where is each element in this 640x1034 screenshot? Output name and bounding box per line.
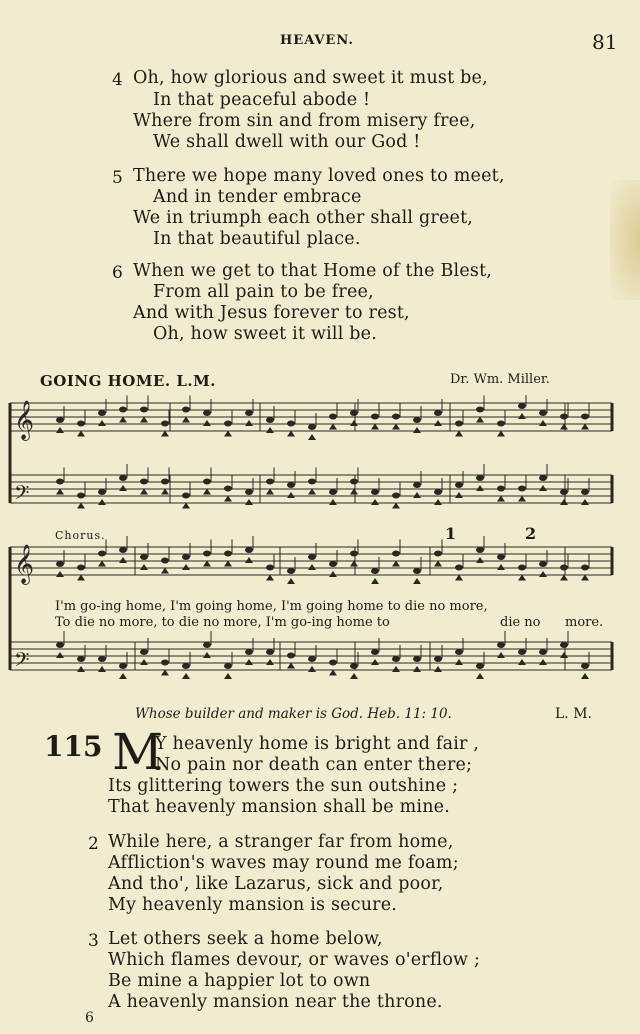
note-head [266, 427, 274, 433]
note-head [77, 666, 85, 672]
page-number: 81 [592, 30, 618, 54]
note-head [539, 571, 547, 577]
note-head [329, 414, 337, 420]
note-head [560, 489, 568, 495]
note-head [182, 564, 190, 570]
treble-clef: 𝄞 [14, 544, 35, 584]
note-head [287, 492, 295, 498]
verse-line: In that peaceful abode ! [153, 90, 371, 110]
scripture-reference: Whose builder and maker is God. Heb. 11: 10. [135, 706, 452, 722]
note-head [77, 565, 85, 571]
note-head [308, 666, 316, 672]
note-head [245, 557, 253, 563]
first-ending-number: 1 [445, 524, 457, 543]
note-head [56, 417, 64, 423]
note-head [182, 407, 190, 413]
note-head [182, 554, 190, 560]
music-score [0, 395, 640, 695]
note-head [518, 486, 526, 492]
note-head [224, 421, 232, 427]
note-head [329, 499, 337, 505]
note-head [161, 479, 169, 485]
verse-line: Be mine a happier lot to own [108, 971, 371, 991]
verse-line: Affliction's waves may round me foam; [108, 853, 459, 873]
note-head [77, 656, 85, 662]
note-head [434, 551, 442, 557]
verse-line: Where from sin and from misery free, [133, 111, 476, 131]
note-head [455, 482, 463, 488]
page-footer: 6 [85, 1010, 94, 1026]
note-head [308, 564, 316, 570]
page-header: HEAVEN. [280, 33, 354, 48]
note-head [224, 486, 232, 492]
verse-number: 5 [112, 168, 123, 188]
note-head [56, 427, 64, 433]
note-head [140, 479, 148, 485]
verse-line: We in triumph each other shall greet, [133, 208, 474, 228]
note-head [56, 561, 64, 567]
note-head [161, 558, 169, 564]
note-head [476, 663, 484, 669]
hymn-number: 115 [44, 730, 103, 763]
note-head [581, 565, 589, 571]
note-head [371, 568, 379, 574]
verse-number: 3 [88, 931, 99, 951]
note-head [350, 410, 358, 416]
verse-line: Which flames devour, or waves o'erflow ; [108, 950, 481, 970]
note-head [329, 571, 337, 577]
note-head [203, 652, 211, 658]
note-head [539, 485, 547, 491]
note-head [518, 403, 526, 409]
note-head [308, 554, 316, 560]
composer: Dr. Wm. Miller. [450, 372, 550, 387]
note-head [245, 649, 253, 655]
note-head [308, 656, 316, 662]
note-head [203, 642, 211, 648]
note-head [560, 565, 568, 571]
note-head [392, 551, 400, 557]
note-head [455, 492, 463, 498]
note-head [140, 649, 148, 655]
note-head [98, 420, 106, 426]
note-head [266, 417, 274, 423]
note-head [392, 666, 400, 672]
second-ending-number: 2 [525, 524, 537, 543]
note-head [476, 485, 484, 491]
note-head [56, 642, 64, 648]
note-head [455, 649, 463, 655]
note-head [182, 663, 190, 669]
note-head [56, 652, 64, 658]
verse-line: Y heavenly home is bright and fair , [155, 734, 480, 754]
note-head [119, 663, 127, 669]
note-head [287, 568, 295, 574]
note-head [287, 578, 295, 584]
note-head [77, 493, 85, 499]
note-head [182, 673, 190, 679]
verse-line: And tho', like Lazarus, sick and poor, [108, 874, 444, 894]
note-head [203, 410, 211, 416]
note-head [497, 564, 505, 570]
note-head [98, 489, 106, 495]
note-head [392, 414, 400, 420]
note-head [518, 565, 526, 571]
note-head [182, 493, 190, 499]
verse-line: A heavenly mansion near the throne. [108, 992, 443, 1012]
note-head [140, 659, 148, 665]
verse-line: Oh, how glorious and sweet it must be, [133, 68, 488, 88]
chorus-lyric-line-1: I'm go-ing home, I'm going home, I'm going home to die no more, [55, 599, 488, 614]
note-head [224, 673, 232, 679]
note-head [287, 482, 295, 488]
note-head [518, 649, 526, 655]
note-head [518, 413, 526, 419]
verse-line: And in tender embrace [153, 187, 362, 207]
note-head [518, 659, 526, 665]
note-head [308, 434, 316, 440]
note-head [329, 489, 337, 495]
note-head [434, 420, 442, 426]
note-head [476, 407, 484, 413]
bass-clef: 𝄢 [14, 481, 30, 509]
note-head [245, 489, 253, 495]
treble-clef: 𝄞 [14, 400, 35, 440]
note-head [413, 578, 421, 584]
note-head [119, 475, 127, 481]
note-head [581, 499, 589, 505]
note-head [224, 551, 232, 557]
verse-number: 2 [88, 834, 99, 854]
note-head [434, 666, 442, 672]
note-head [350, 479, 358, 485]
drop-cap: M [112, 723, 164, 781]
note-head [245, 420, 253, 426]
verse-line: My heavenly mansion is secure. [108, 895, 398, 915]
note-head [539, 420, 547, 426]
note-head [98, 666, 106, 672]
note-head [371, 499, 379, 505]
note-head [434, 656, 442, 662]
note-head [98, 410, 106, 416]
note-head [350, 663, 358, 669]
note-head [539, 410, 547, 416]
note-head [413, 492, 421, 498]
verse-line: We shall dwell with our God ! [153, 132, 421, 152]
note-head [392, 493, 400, 499]
note-head [455, 421, 463, 427]
note-head [119, 673, 127, 679]
note-head [119, 557, 127, 563]
note-head [413, 568, 421, 574]
chorus-label: Chorus. [55, 529, 106, 542]
note-head [245, 547, 253, 553]
verse-line: Oh, how sweet it will be. [153, 324, 378, 344]
note-head [98, 499, 106, 505]
verse-line: In that beautiful place. [153, 229, 361, 249]
note-head [371, 659, 379, 665]
note-head [98, 551, 106, 557]
verse-line: While here, a stranger far from home, [108, 832, 454, 852]
note-head [581, 673, 589, 679]
note-head [308, 424, 316, 430]
note-head [476, 547, 484, 553]
note-head [434, 489, 442, 495]
note-head [224, 663, 232, 669]
note-head [119, 485, 127, 491]
note-head [266, 479, 274, 485]
verse-line: That heavenly mansion shall be mine. [108, 797, 450, 817]
note-head [266, 659, 274, 665]
note-head [287, 653, 295, 659]
chorus-lyric-line-2: To die no more, to die no more, I'm go-ing home to [55, 615, 390, 630]
note-head [77, 421, 85, 427]
note-head [119, 407, 127, 413]
note-head [476, 475, 484, 481]
note-head [203, 479, 211, 485]
note-head [497, 421, 505, 427]
verse-line: When we get to that Home of the Blest, [133, 261, 493, 281]
note-head [476, 673, 484, 679]
note-head [413, 666, 421, 672]
note-head [140, 564, 148, 570]
note-head [350, 420, 358, 426]
note-head [308, 479, 316, 485]
note-head [413, 482, 421, 488]
note-head [329, 561, 337, 567]
note-head [371, 489, 379, 495]
chorus-lyric-line-2-end: die no [500, 615, 541, 630]
note-head [350, 551, 358, 557]
note-head [560, 414, 568, 420]
note-head [581, 663, 589, 669]
verse-line: There we hope many loved ones to meet, [133, 166, 505, 186]
note-head [287, 421, 295, 427]
note-head [245, 659, 253, 665]
verse-line: No pain nor death can enter there; [155, 755, 473, 775]
note-head [140, 554, 148, 560]
note-head [413, 427, 421, 433]
note-head [266, 649, 274, 655]
tune-title: GOING HOME. L.M. [40, 372, 216, 390]
note-head [371, 578, 379, 584]
verse-line: And with Jesus forever to rest, [133, 303, 410, 323]
note-head [434, 499, 442, 505]
note-head [371, 649, 379, 655]
verse-line: Its glittering towers the sun outshine ; [108, 776, 459, 796]
verse-number: 4 [112, 70, 123, 90]
verse-number: 6 [112, 263, 123, 283]
note-head [539, 659, 547, 665]
note-head [56, 479, 64, 485]
note-head [98, 656, 106, 662]
hymn-meter: L. M. [555, 706, 592, 722]
note-head [581, 489, 589, 495]
note-head [497, 642, 505, 648]
note-head [539, 561, 547, 567]
note-head [560, 499, 568, 505]
note-head [455, 659, 463, 665]
note-head [539, 649, 547, 655]
note-head [140, 407, 148, 413]
verse-line: From all pain to be free, [153, 282, 374, 302]
note-head [476, 557, 484, 563]
note-head [245, 499, 253, 505]
note-head [413, 656, 421, 662]
note-head [560, 652, 568, 658]
note-head [56, 571, 64, 577]
note-head [119, 547, 127, 553]
note-head [329, 660, 337, 666]
note-head [392, 656, 400, 662]
note-head [245, 410, 253, 416]
note-head [203, 551, 211, 557]
chorus-lyric-line-2-final: more. [565, 615, 604, 630]
note-head [560, 642, 568, 648]
note-head [413, 417, 421, 423]
note-head [350, 673, 358, 679]
note-head [161, 660, 169, 666]
note-head [266, 565, 274, 571]
page-stain [610, 180, 640, 300]
note-head [203, 420, 211, 426]
note-head [497, 486, 505, 492]
verse-line: Let others seek a home below, [108, 929, 383, 949]
note-head [581, 414, 589, 420]
note-head [455, 565, 463, 571]
note-head [371, 414, 379, 420]
note-head [539, 475, 547, 481]
note-head [161, 421, 169, 427]
note-head [497, 554, 505, 560]
bass-clef: 𝄢 [14, 648, 30, 676]
note-head [497, 652, 505, 658]
note-head [434, 410, 442, 416]
